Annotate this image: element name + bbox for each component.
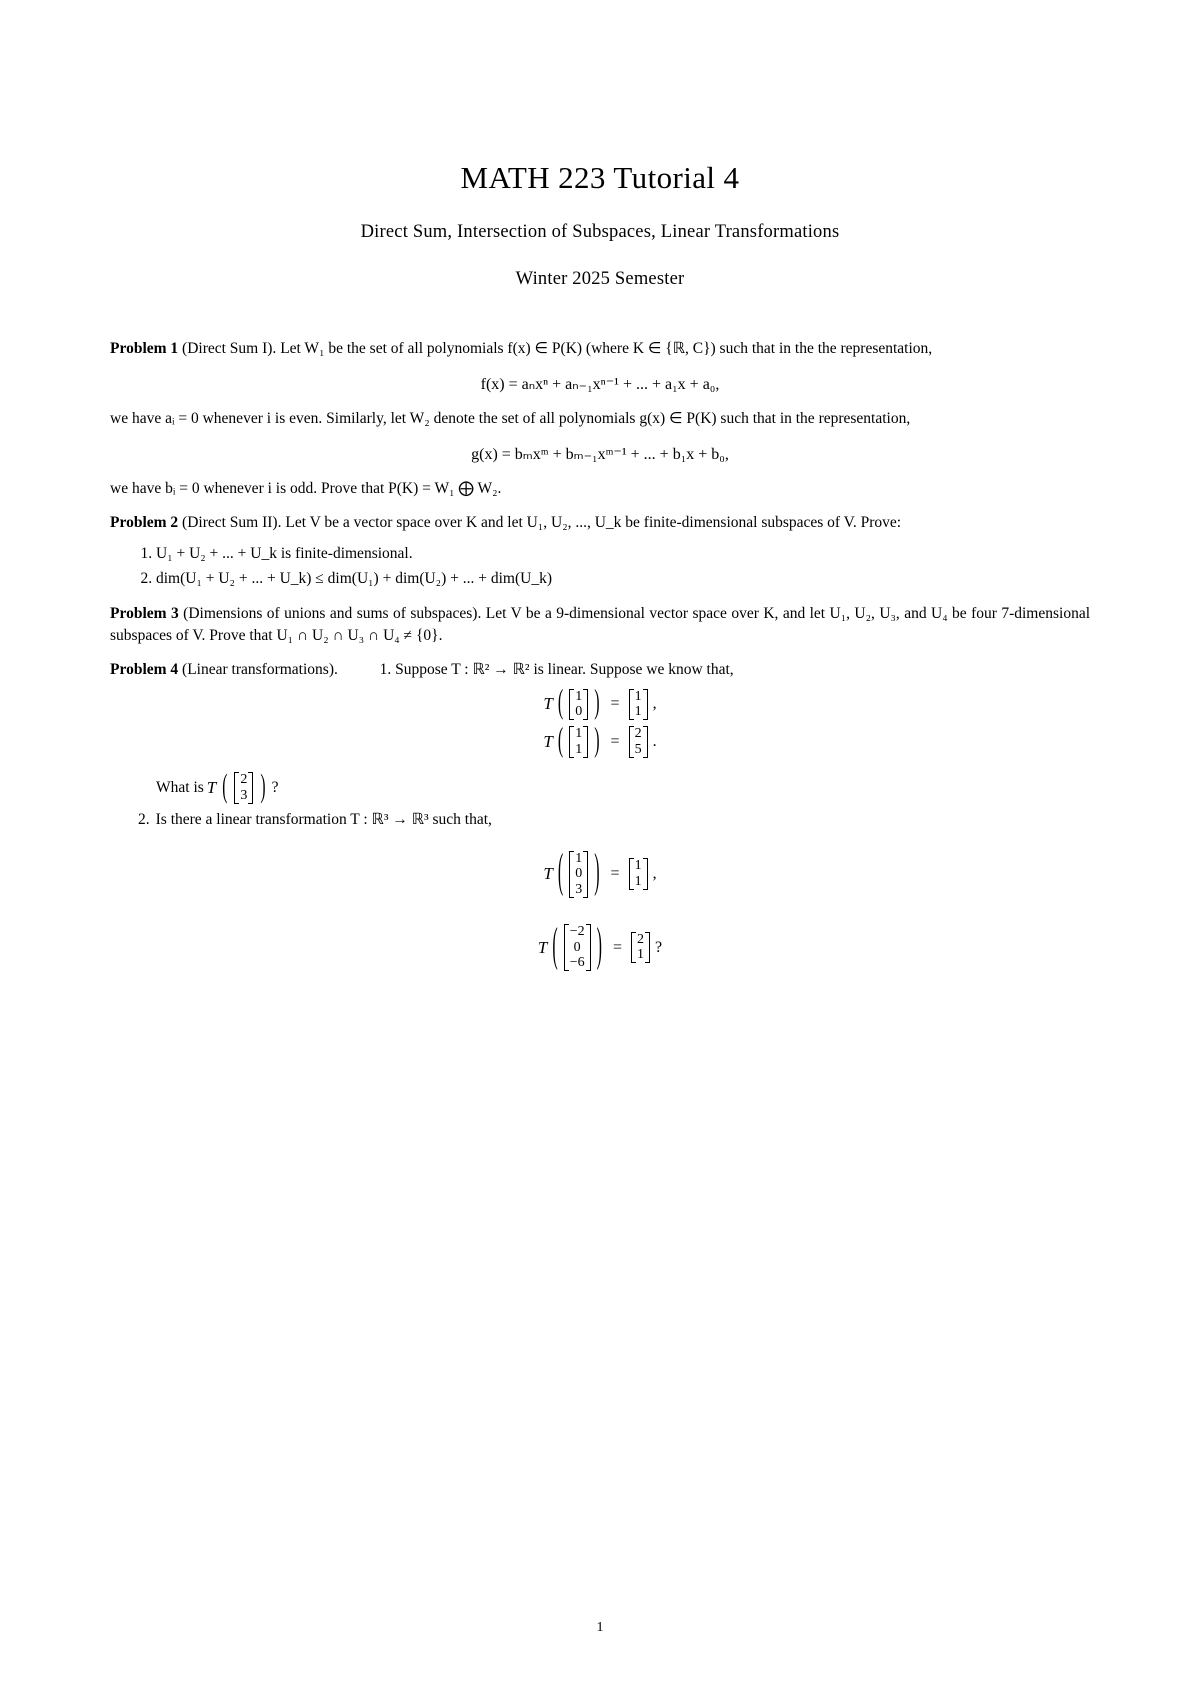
question-prefix: What is	[156, 778, 204, 796]
equation-tail: ?	[654, 938, 663, 956]
problem-4-equation-1	[110, 685, 1090, 722]
page-number: 1	[596, 1620, 604, 1635]
matrix-entry: 1	[575, 688, 583, 704]
input-matrix	[564, 924, 591, 971]
problem-2-label: Problem 2	[110, 514, 179, 531]
problem-2-paragraph	[110, 512, 1090, 534]
right-paren: )	[594, 685, 600, 722]
page-semester: Winter 2025 Semester	[515, 269, 685, 289]
right-paren: )	[594, 723, 600, 759]
equation-tail: ,	[652, 865, 657, 883]
equals-sign: =	[610, 733, 620, 750]
matrix-entry: 2	[240, 771, 248, 787]
matrix-entry: 3	[575, 881, 583, 897]
problem-2-list	[110, 542, 1090, 591]
matrix-column	[575, 726, 582, 757]
matrix-entry: 0	[575, 704, 583, 720]
right-paren: )	[260, 768, 266, 805]
matrix-entry: 5	[634, 741, 642, 757]
right-paren: )	[596, 920, 602, 972]
matrix-column	[635, 689, 642, 720]
equals-sign: =	[610, 695, 620, 713]
equals-sign: =	[612, 938, 622, 956]
transform-symbol: T	[543, 694, 553, 714]
question-suffix: ?	[271, 778, 279, 796]
matrix-entry: 1	[575, 726, 583, 742]
problem-3-name: (Dimensions of unions and sums of subspaces).	[183, 604, 482, 622]
matrix-entry: 1	[634, 874, 642, 890]
problem-1-text-a: Let W₁ be the set of all polynomials f(x) ∈ P(K) (where K ∈ {ℝ, C}) such that in the the representation,	[280, 340, 933, 357]
problem-3-label: Problem 3	[110, 604, 179, 622]
list-item: 1. U₁ + U₂ + ... + U_k is finite-dimensional.	[156, 542, 1090, 565]
problem-2-name: (Direct Sum II).	[182, 514, 282, 531]
input-matrix	[569, 726, 588, 758]
problem-4-question	[156, 768, 1090, 805]
problem-4-equation-3	[110, 847, 1090, 899]
matrix-entry: 2	[636, 931, 644, 947]
problem-2-text-a: Let V be a vector space over K and let U₁, U₂, ..., U_k be finite-dimensional subspaces of V. Prove:	[285, 514, 902, 531]
matrix-entry: −2	[569, 923, 585, 939]
problem-4-item-2-number: 2.	[138, 810, 150, 828]
problem-4-item-2	[138, 810, 1090, 829]
left-paren: (	[557, 723, 564, 759]
problem-4-item-2-text: Is there a linear transformation T : ℝ³ → ℝ³ such that,	[155, 810, 492, 828]
problem-1-label: Problem 1	[110, 340, 179, 357]
matrix-entry: −6	[569, 955, 585, 971]
matrix-entry: 0	[575, 866, 583, 882]
output-matrix	[631, 932, 650, 964]
matrix-column	[575, 689, 582, 720]
output-matrix	[629, 858, 648, 890]
problem-1-text-b: we have aᵢ = 0 whenever i is even. Similarly, let W₂ denote the set of all polynomials g(x) ∈ P(K) such that in the representation,	[110, 410, 911, 427]
problem-4-equation-4	[110, 920, 1090, 972]
problem-4-item-1-text: Suppose T : ℝ² → ℝ² is linear. Suppose we know that,	[395, 660, 734, 678]
left-paren: (	[557, 847, 564, 899]
problem-1-text-c: we have bᵢ = 0 whenever i is odd. Prove that P(K) = W₁ ⨁ W₂.	[110, 480, 502, 497]
equals-sign: =	[610, 865, 620, 883]
left-paren: (	[552, 920, 558, 972]
left-paren: (	[222, 768, 228, 805]
matrix-entry: 1	[636, 947, 644, 963]
problem-4-paragraph	[110, 659, 1090, 681]
problem-3-text-a: Let V be a 9-dimensional vector space over K, and let U₁, U₂, U₃, and U₄ be four 7-dimensional subspaces of V. Prove that U₁ ∩ U₂ ∩ U₃ ∩ U₄ ≠ {0}.	[110, 604, 1091, 644]
matrix-column	[240, 772, 247, 803]
transform-symbol: T	[206, 777, 217, 797]
matrix-column	[570, 924, 585, 971]
page-title: MATH 223 Tutorial 4	[460, 160, 740, 195]
transform-symbol: T	[543, 732, 553, 751]
matrix-entry: 1	[634, 858, 642, 874]
equation-tail: .	[652, 733, 657, 750]
left-paren: (	[557, 685, 564, 722]
matrix-entry: 1	[634, 704, 642, 720]
problem-1-equation-2: g(x) = bₘxᵐ + bₘ₋₁xᵐ⁻¹ + ... + b₁x + b₀,	[471, 446, 729, 463]
list-item: 2. dim(U₁ + U₂ + ... + U_k) ≤ dim(U₁) + dim(U₂) + ... + dim(U_k)	[156, 567, 1090, 590]
matrix-entry: 1	[575, 741, 583, 757]
input-matrix	[569, 689, 588, 721]
output-matrix	[629, 726, 648, 758]
matrix-entry: 1	[575, 850, 583, 866]
matrix-column	[575, 851, 582, 898]
matrix-column	[637, 932, 644, 963]
matrix-entry: 2	[634, 726, 642, 742]
problem-1-name: (Direct Sum I).	[182, 340, 277, 357]
problem-4-equation-2	[110, 723, 1090, 759]
right-paren: )	[594, 847, 600, 899]
matrix-column	[635, 858, 642, 889]
transform-symbol: T	[537, 937, 548, 957]
question-matrix	[234, 772, 253, 804]
transform-symbol: T	[543, 864, 553, 884]
matrix-column	[635, 726, 642, 757]
matrix-entry: 3	[240, 787, 248, 803]
output-matrix	[629, 689, 648, 721]
problem-3-paragraph	[110, 603, 1090, 647]
problem-1-paragraph	[110, 338, 1090, 360]
matrix-entry: 0	[573, 939, 581, 955]
matrix-entry: 1	[634, 688, 642, 704]
problem-4-item-1-number: 1.	[379, 660, 392, 678]
equation-tail: ,	[652, 695, 657, 713]
problem-4-name: (Linear transformations).	[182, 660, 338, 678]
input-matrix	[569, 851, 588, 898]
problem-4-label: Problem 4	[110, 660, 179, 678]
problem-1-equation-1: f(x) = aₙxⁿ + aₙ₋₁xⁿ⁻¹ + ... + a₁x + a₀,	[480, 376, 720, 393]
page-subtitle: Direct Sum, Intersection of Subspaces, Linear Transformations	[360, 222, 840, 242]
